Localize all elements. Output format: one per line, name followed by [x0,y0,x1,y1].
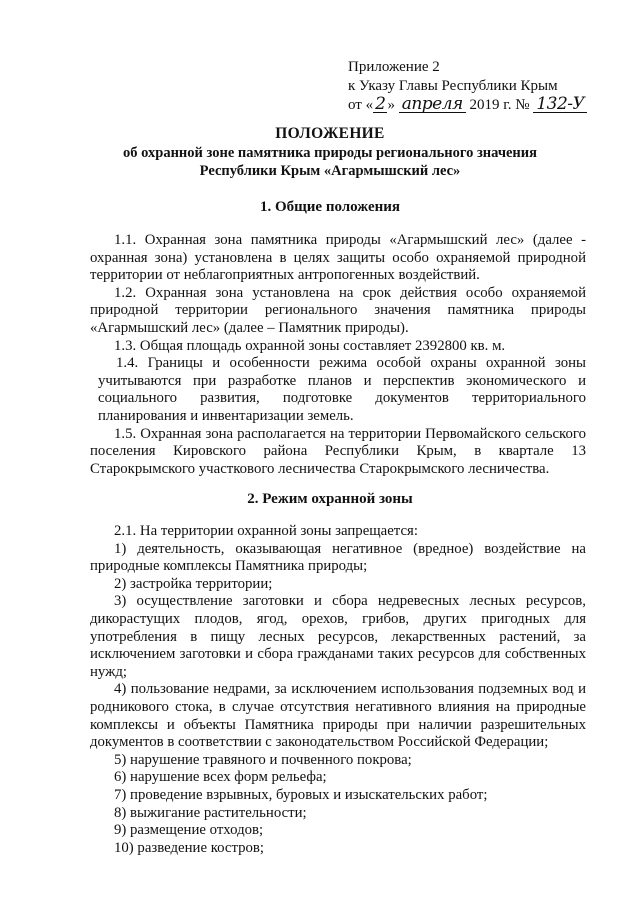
list-item-2: 2) застройка территории; [114,575,273,592]
date-prefix: от « [348,97,374,113]
appendix-block [348,58,587,115]
handwritten-number: 132-У [533,97,587,113]
list-item-5: 5) нарушение травяного и почвенного покрова; [114,751,412,768]
paragraph-1-2: 1.2. Охранная зона установлена на срок действия особо охраняемой природной территории регионального значения памятника природы «Агармышский лес» (далее – Памятник природы). [90,284,586,336]
appendix-date-line [348,96,587,115]
section-2-body [90,523,586,857]
list-item-6: 6) нарушение всех форм рельефа; [114,769,327,786]
list-item-1: 1) деятельность, оказывающая негативное (вредное) воздействие на природные комплексы Памятника природы; [90,540,586,575]
date-year: 2019 г. № [469,97,530,113]
list-item-3: 3) осуществление заготовки и сбора недревесных лесных ресурсов, дикорастущих плодов, ягод, орехов, грибов, других пригодных для употребления в пищу лесных ресурсов, лекарственных растений, за исключением заготовки и сбора гражданами таких ресурсов для собственных нужд; [90,593,586,680]
paragraph-2-1: 2.1. На территории охранной зоны запрещается: [114,523,418,539]
paragraph-1-1: 1.1. Охранная зона памятника природы «Агармышский лес» (далее - охранная зона) установлена в целях защиты особо охраняемой природной территории от неблагоприятных антропогенных воздействий. [90,232,586,284]
section-2-heading: 2. Режим охранной зоны [247,491,413,507]
document-title-block [80,124,580,180]
paragraph-1-3: 1.3. Общая площадь охранной зоны составляет 2392800 кв. м. [114,337,506,354]
list-item-8: 8) выжигание растительности; [114,804,307,821]
handwritten-day: 2 [375,94,386,114]
list-item-9: 9) размещение отходов; [114,822,264,839]
section-1-heading: 1. Общие положения [259,199,401,215]
paragraph-1-5: 1.5. Охранная зона располагается на территории Первомайского сельского поселения Кировского района Республики Крым, в квартале 13 Старокрымского участкового лесничества Старокрымского лесничества. [90,425,586,477]
document-subtitle-line-2: Республики Крым «Агармышский лес» [199,163,461,179]
document-subtitle-line-1: об охранной зоне памятника природы регионального значения [123,145,537,161]
paragraph-1-4: 1.4. Границы и особенности режима особой охраны охранной зоны учитываются при разработке планов и перспектив экономического и социального развития, подготовке документов территориального планирования и инвентаризации земель. [98,355,586,424]
list-item-4: 4) пользование недрами, за исключением использования подземных вод и родникового стока, в случае отсутствия негативного влияния на природные комплексы и объекты Памятника природы при наличии разрешительных документов в соответствии с законодательством Российской Федерации; [90,681,586,751]
appendix-line-2: к Указу Главы Республики Крым [348,78,558,94]
list-item-10: 10) разведение костров; [114,839,265,856]
list-item-7: 7) проведение взрывных, буровых и изыскательских работ; [114,786,488,803]
document-title: ПОЛОЖЕНИЕ [275,125,385,142]
handwritten-month: апреля [399,97,466,113]
section-1-body [90,232,586,478]
date-quote-close: » [387,97,395,113]
appendix-line-1: Приложение 2 [348,59,440,75]
